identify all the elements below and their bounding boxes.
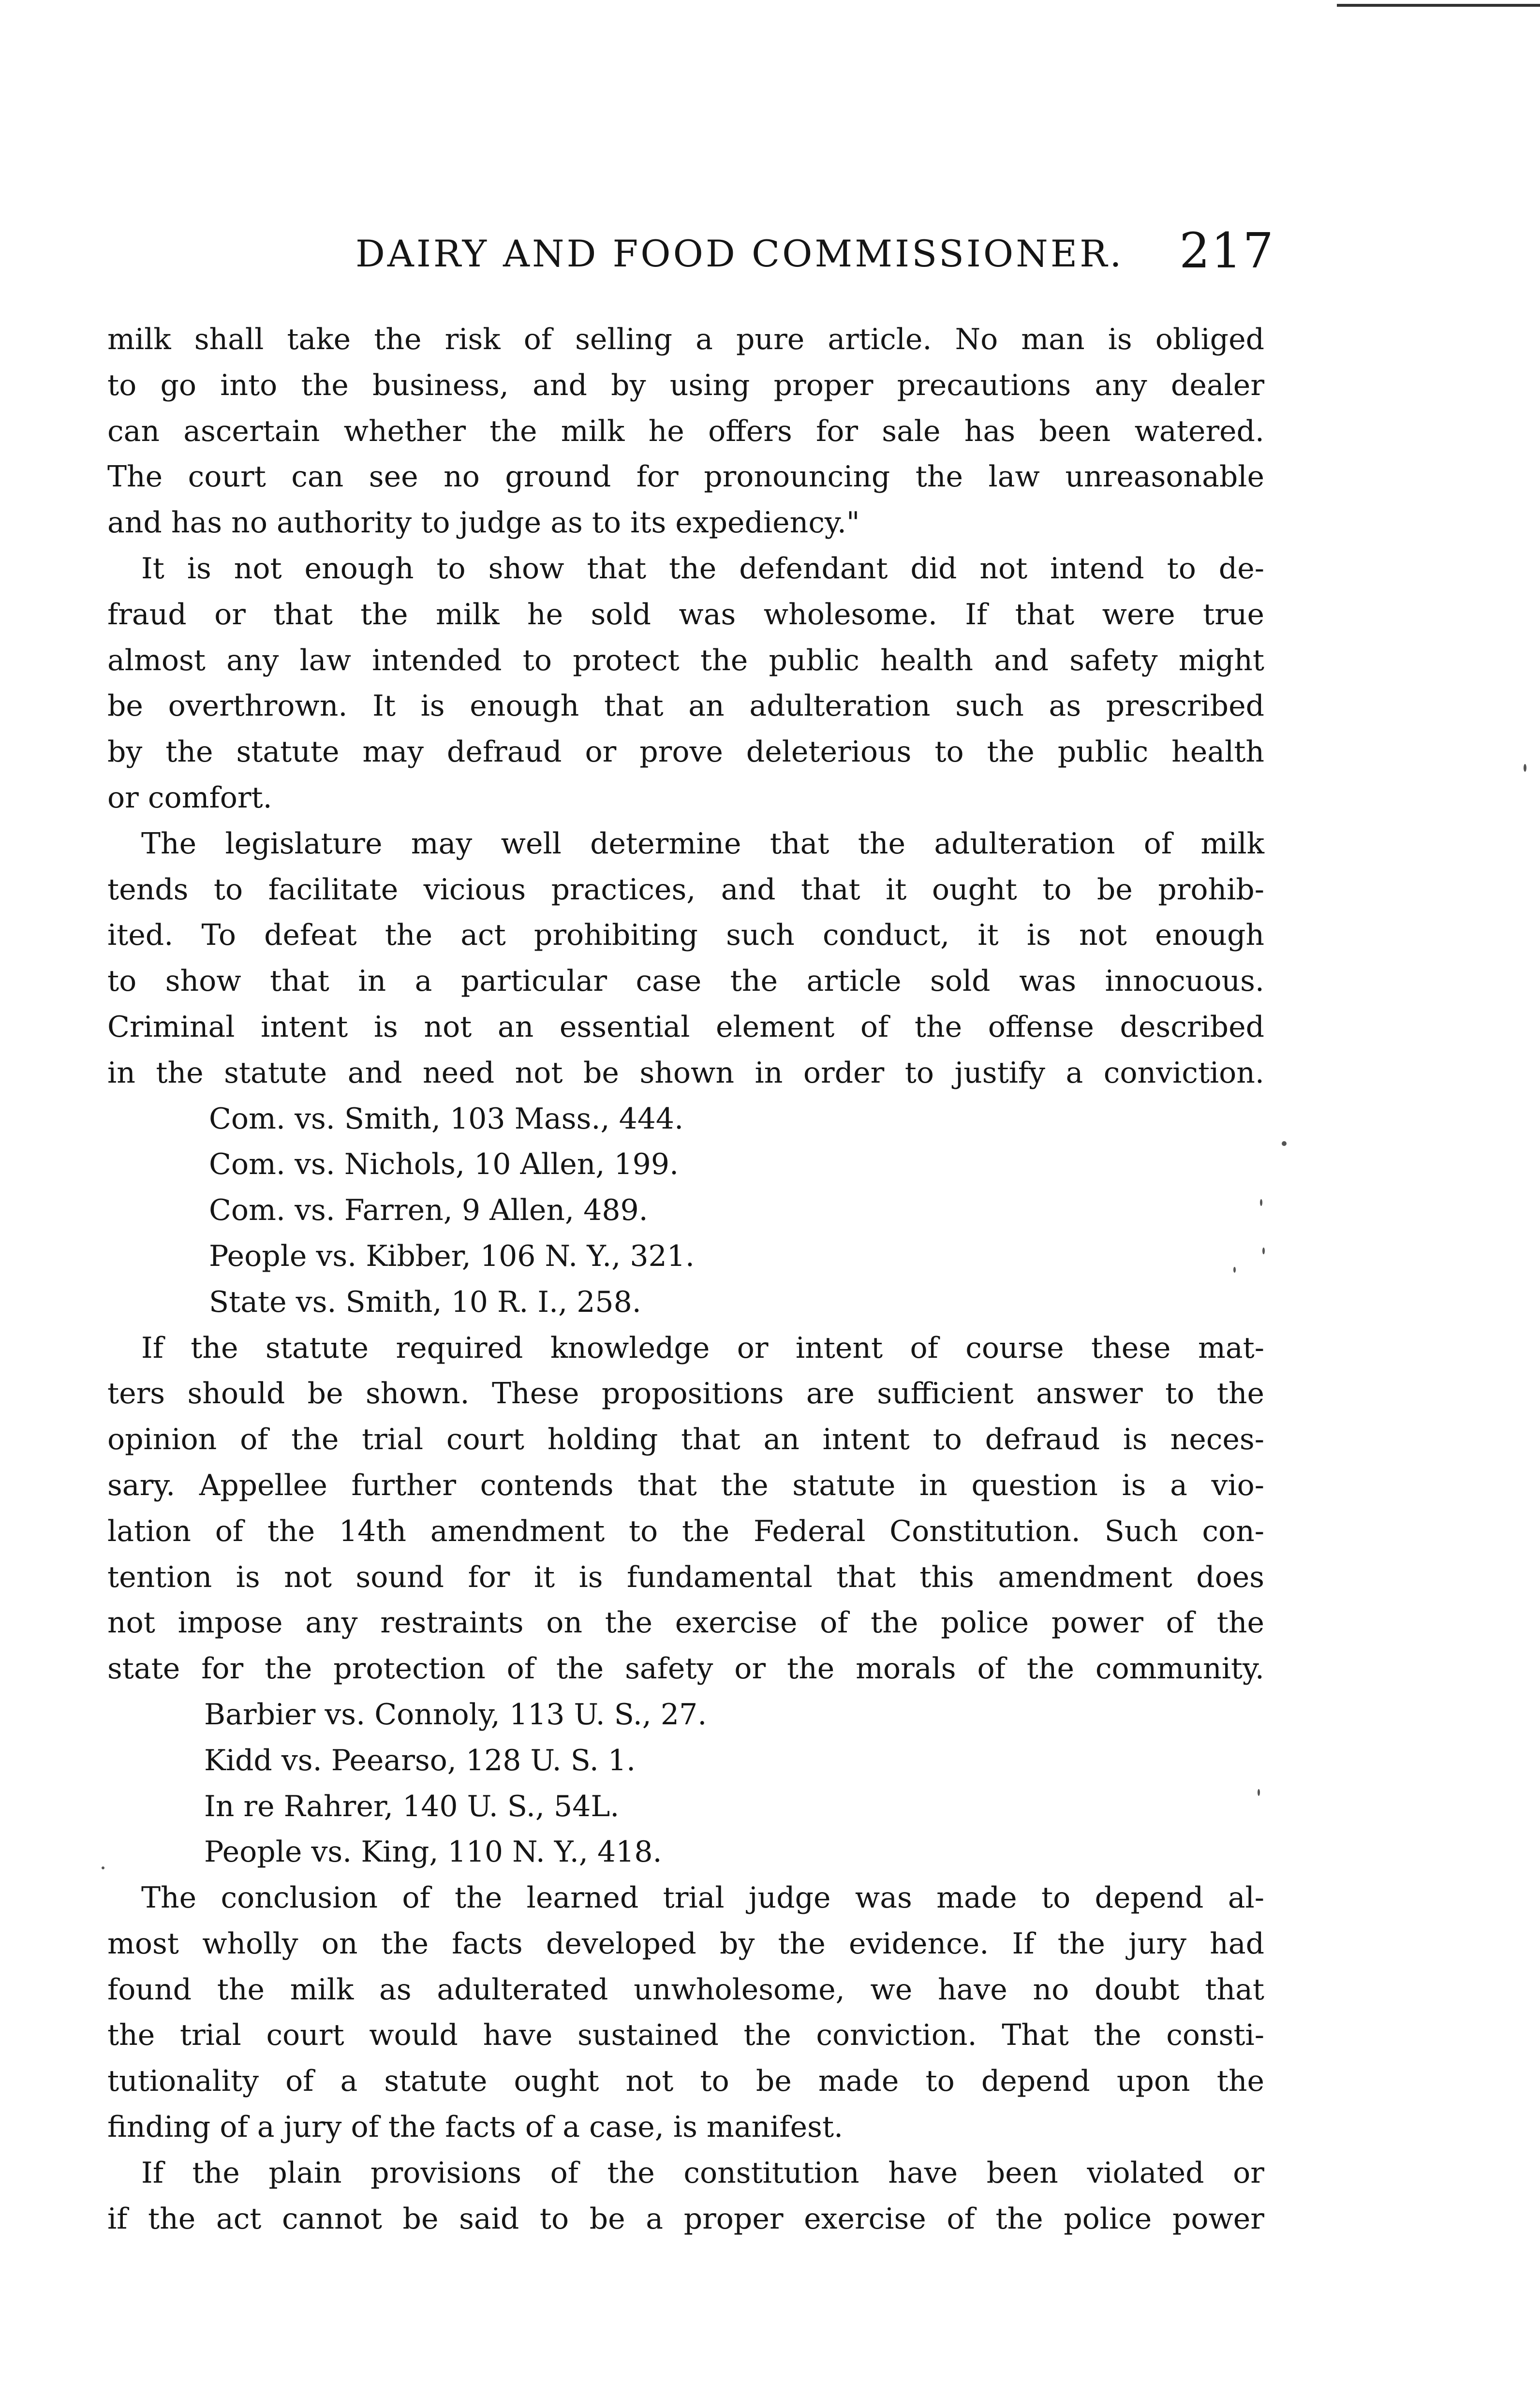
text-line: ited. To defeat the act prohibiting such conduct, it is not enough [107, 918, 1264, 953]
case-citation: Com. vs. Nichols, 10 Allen, 199. [209, 1147, 679, 1182]
text-line: by the statute may defraud or prove deleterious to the public health [107, 735, 1264, 769]
paragraph-first-line: If the plain provisions of the constitution have been violated or [141, 2156, 1264, 2190]
page-number: 217 [1179, 222, 1274, 279]
text-line: and has no authority to judge as to its expediency." [107, 506, 860, 540]
paragraph-first-line: The legislature may well determine that the adulteration of milk [141, 826, 1264, 861]
text-line: opinion of the trial court holding that an intent to defraud is neces- [107, 1423, 1264, 1457]
case-citation: Kidd vs. Peearso, 128 U. S. 1. [204, 1743, 636, 1777]
text-line: sary. Appellee further contends that the statute in question is a vio- [107, 1468, 1264, 1502]
text-line: tention is not sound for it is fundamental that this amendment does [107, 1560, 1264, 1594]
case-citation: Barbier vs. Connoly, 113 U. S., 27. [204, 1697, 707, 1732]
text-line: be overthrown. It is enough that an adulteration such as prescribed [107, 689, 1264, 723]
text-line: tutionality of a statute ought not to be made to depend upon the [107, 2064, 1264, 2099]
case-citation: Com. vs. Farren, 9 Allen, 489. [209, 1193, 648, 1228]
text-line: not impose any restraints on the exercise of the police power of the [107, 1606, 1264, 1640]
text-line: tends to facilitate vicious practices, and that it ought to be prohib- [107, 872, 1264, 907]
text-line: if the act cannot be said to be a proper exercise of the police power [107, 2202, 1264, 2236]
text-line: most wholly on the facts developed by the evidence. If the jury had [107, 1926, 1264, 1961]
text-line: lation of the 14th amendment to the Federal Constitution. Such con- [107, 1514, 1264, 1548]
paragraph-first-line: If the statute required knowledge or intent of course these mat- [141, 1331, 1264, 1365]
scan-edge-mark [1337, 4, 1540, 7]
text-line: finding of a jury of the facts of a case, is manifest. [107, 2110, 844, 2144]
text-line: or comfort. [107, 780, 272, 815]
text-line: milk shall take the risk of selling a pure article. No man is obliged [107, 323, 1264, 356]
case-citation: People vs. King, 110 N. Y., 418. [204, 1835, 662, 1869]
case-citation: People vs. Kibber, 106 N. Y., 321. [209, 1239, 695, 1273]
text-line: Criminal intent is not an essential element of the offense described [107, 1010, 1264, 1044]
text-line: found the milk as adulterated unwholesome, we have no doubt that [107, 1972, 1264, 2007]
case-citation: In re Rahrer, 140 U. S., 54L. [204, 1789, 620, 1823]
paragraph-first-line: The conclusion of the learned trial judge was made to depend al- [141, 1881, 1264, 1915]
running-title: DAIRY AND FOOD COMMISSIONER. [355, 232, 1124, 275]
case-citation: State vs. Smith, 10 R. I., 258. [209, 1285, 641, 1319]
body-text [107, 317, 1264, 2242]
page-header [355, 222, 1274, 290]
text-line: to show that in a particular case the article sold was innocuous. [107, 964, 1264, 998]
text-line: to go into the business, and by using proper precautions any dealer [107, 368, 1264, 402]
text-line: state for the protection of the safety or the morals of the community. [107, 1652, 1264, 1686]
text-line: can ascertain whether the milk he offers for sale has been watered. [107, 414, 1264, 448]
text-line: ters should be shown. These propositions are sufficient answer to the [107, 1377, 1264, 1411]
text-line: The court can see no ground for pronouncing the law unreasonable [107, 460, 1264, 494]
case-citation: Com. vs. Smith, 103 Mass., 444. [209, 1101, 684, 1136]
text-line: almost any law intended to protect the public health and safety might [107, 643, 1264, 677]
paragraph-first-line: It is not enough to show that the defendant did not intend to de- [141, 551, 1264, 586]
text-line: in the statute and need not be shown in order to justify a conviction. [107, 1056, 1264, 1090]
text-line: fraud or that the milk he sold was wholesome. If that were true [107, 597, 1264, 631]
text-line: the trial court would have sustained the conviction. That the consti- [107, 2018, 1264, 2053]
